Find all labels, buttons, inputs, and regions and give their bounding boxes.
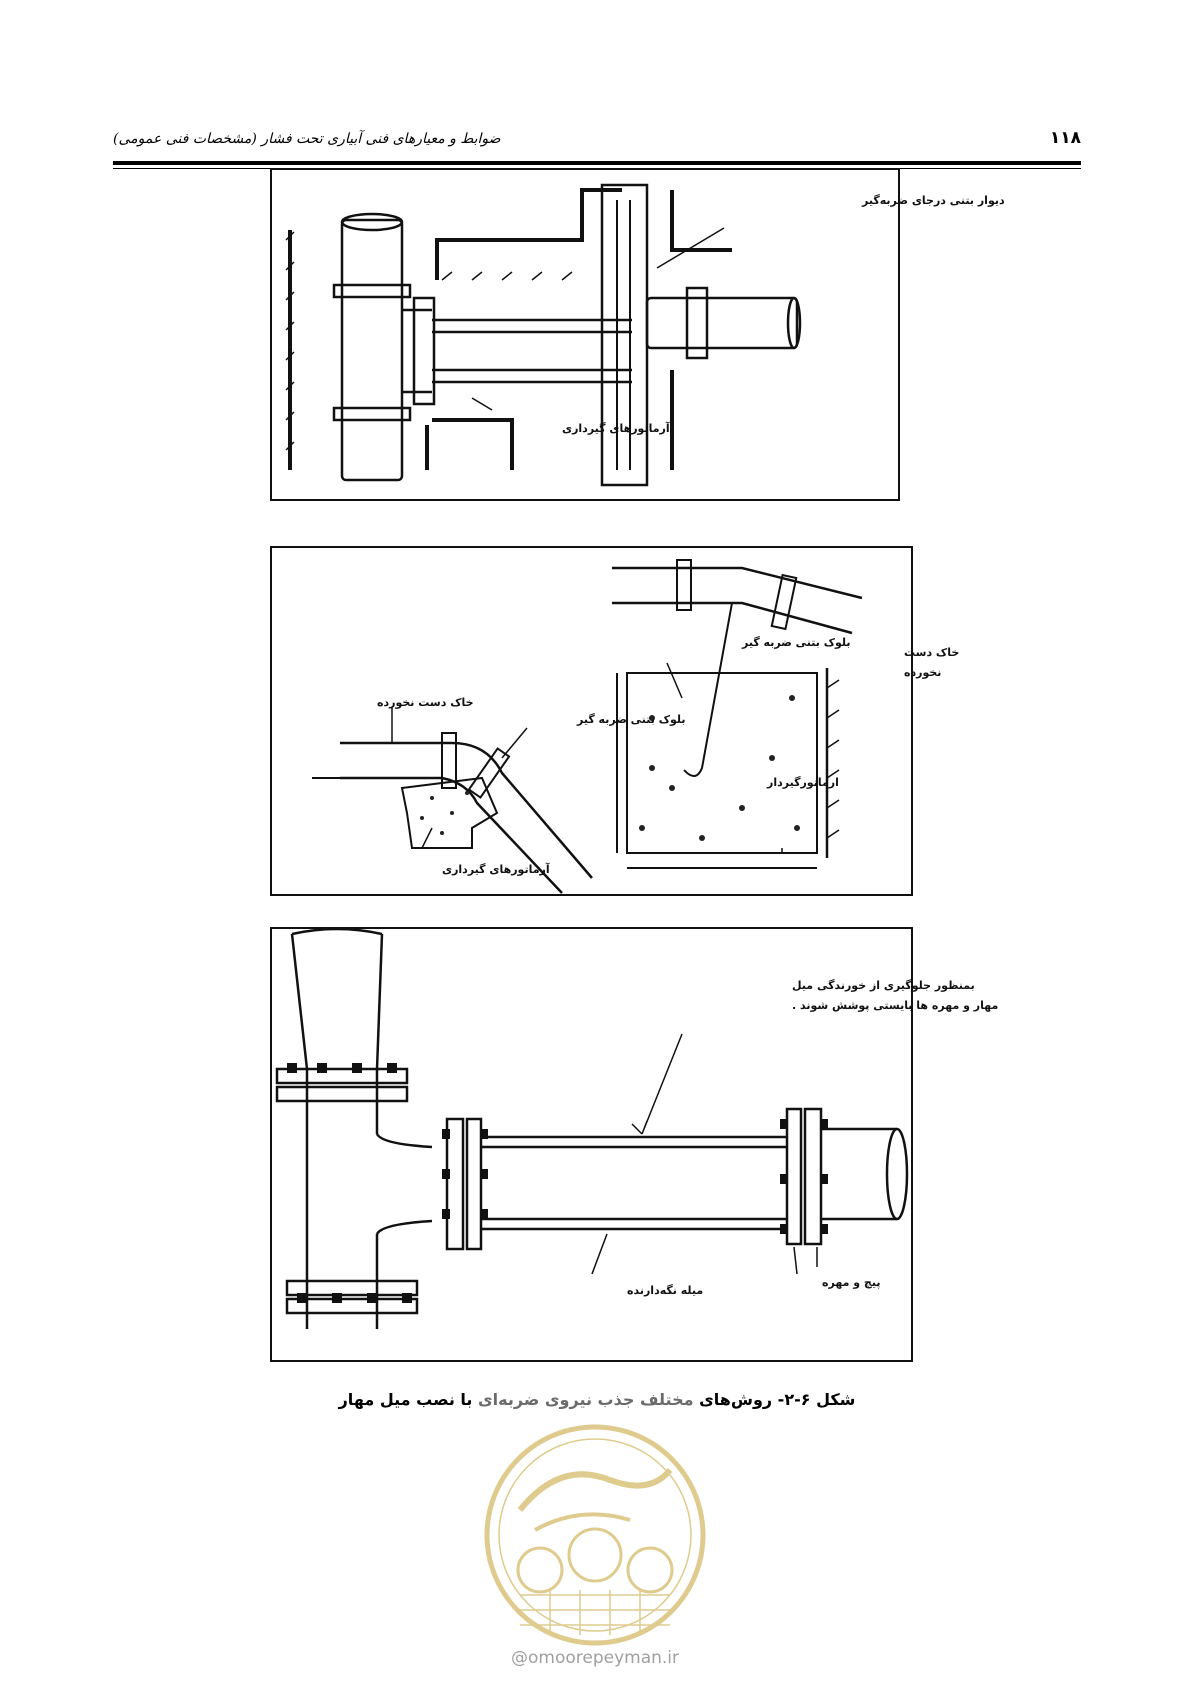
label-soil-left: خاک دست نخورده	[377, 696, 474, 709]
figure-caption	[113, 1390, 1081, 1409]
figure-2-drawing	[272, 548, 960, 898]
page-header	[113, 128, 1081, 158]
label-concrete-wall: دیوار بتنی درجای ضربه‌گیر	[862, 194, 1005, 207]
watermark-seal-icon	[480, 1420, 710, 1650]
label-soil-right-1: خاک دست	[904, 646, 960, 659]
label-bolt-nut: پیچ و مهره	[822, 1276, 881, 1289]
caption-part-3: ضربه‌ای	[478, 1390, 540, 1409]
figure-3-drawing	[272, 929, 999, 1364]
label-block-left: بلوک بتنی ضربه گیر	[577, 713, 686, 726]
page-number: ۱۱۸	[1049, 128, 1081, 148]
note-line-1: بمنظور جلوگیری از خورندگی میل	[792, 979, 975, 992]
watermark-site: @omoorepeyman.ir	[510, 1648, 680, 1668]
figure-2-thrust-blocks	[270, 546, 960, 896]
label-rebar-right: ارماتورگیردار	[767, 776, 839, 789]
caption-part-2: مختلف جذب نیروی	[544, 1390, 694, 1409]
label-anchor-rebars: آرماتورهای گیرداری	[562, 422, 670, 435]
note-line-2: مهار و مهره ها بایستی پوشش شوند .	[792, 999, 999, 1012]
caption-part-4: با نصب میل مهار	[338, 1390, 473, 1409]
header-rule-thick	[113, 161, 1081, 165]
label-tie-rod: میله نگه‌دارنده	[627, 1284, 704, 1297]
label-soil-right-2: نخورده	[904, 666, 942, 679]
caption-part-1: شکل ۶-۲- روش‌های	[699, 1390, 856, 1409]
label-block-right: بلوک بتنی ضربه گیر	[742, 636, 851, 649]
figure-3-tie-rods	[270, 927, 999, 1362]
running-title: ضوابط و معیارهای فنی آبیاری تحت فشار (مشخصات فنی عمومی)	[113, 131, 501, 147]
label-rebars-left: آرماتورهای گیرداری	[442, 863, 550, 876]
figure-1-drawing	[272, 170, 1005, 503]
figure-1-wall-anchor	[270, 168, 1005, 501]
